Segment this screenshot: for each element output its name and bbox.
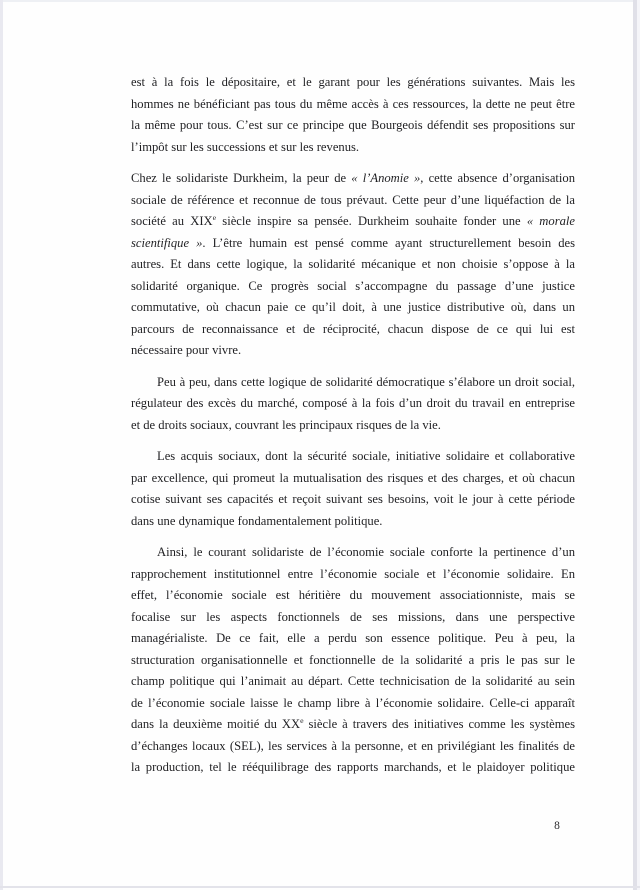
text-line	[131, 297, 575, 319]
text-line	[131, 607, 575, 629]
paragraph	[131, 542, 575, 779]
text-line	[131, 372, 575, 394]
text-run: managérialiste. De ce fait, elle a perdu son essence politique. Peu à peu, la	[131, 631, 575, 645]
text-run: e	[212, 212, 217, 222]
text-line	[131, 168, 575, 190]
text-run: de l’économie sociale laisse le champ libre à l’économie solidaire. Celle-ci apparaît	[131, 695, 575, 710]
text-run: Chez le solidariste Durkheim, la peur de	[131, 171, 352, 185]
text-line	[131, 736, 575, 758]
text-run: par excellence, qui promeut la mutualisation des risques et des charges, et où chacun	[131, 470, 575, 485]
text-line	[131, 542, 575, 564]
text-run: hommes ne bénéficiant pas tous du même accès à ces ressources, la dette ne peut être	[131, 96, 575, 111]
page-edge-bottom	[0, 886, 640, 888]
text-line	[131, 650, 575, 672]
text-run: parcours de reconnaissance et de réciprocité, chacun dispose de ce qui lui est	[131, 321, 575, 336]
text-line	[131, 319, 575, 341]
text-run: société au XIX	[131, 214, 213, 228]
text-run: structuration organisationnelle et fonctionnelle de la solidarité a pris le pas sur le	[131, 652, 575, 667]
text-run: siècle à travers des initiatives comme les systèmes	[303, 717, 575, 731]
text-line	[131, 72, 575, 94]
paragraph	[131, 168, 575, 362]
text-line	[131, 446, 575, 468]
page-number: 8	[554, 820, 560, 832]
text-run: sociale de référence et reconnue de tous prévaut. Cette peur d’une liquéfaction de la	[131, 192, 575, 207]
text-run: focalise sur les aspects fonctionnels de ses missions, dans une perspective	[131, 609, 575, 624]
text-line	[131, 233, 575, 255]
text-run: dans une dynamique fondamentalement politique.	[131, 513, 383, 528]
text-run: Les acquis sociaux, dont la sécurité sociale, initiative solidaire et collaborative	[157, 449, 575, 463]
text-run: champ politique qui l’animait au départ. Cette technicisation de la solidarité au sein	[131, 674, 575, 688]
paragraph	[131, 446, 575, 532]
text-line	[131, 211, 575, 233]
text-line	[131, 693, 575, 715]
text-run: dans la deuxième moitié du XX	[131, 717, 301, 731]
page-edge-left	[0, 0, 3, 890]
text-line	[131, 94, 575, 116]
document-body	[131, 72, 575, 779]
page-edge-top	[0, 0, 640, 2]
text-run: Ainsi, le courant solidariste de l’économie sociale conforte la pertinence d’un	[157, 545, 575, 559]
text-line	[131, 468, 575, 490]
text-run: solidarité organique. Ce progrès social s’accompagne du passage d’une justice	[131, 278, 575, 293]
text-run: Peu à peu, dans cette logique de solidarité démocratique s’élabore un droit social,	[157, 374, 575, 389]
text-run: nécessaire pour vivre.	[131, 343, 242, 357]
text-run: la même pour tous. C’est sur ce principe que Bourgeois défendit ses propositions sur	[131, 118, 575, 132]
text-line	[131, 393, 575, 415]
text-line	[131, 190, 575, 212]
text-line	[131, 628, 575, 650]
text-run: . L’être humain est pensé comme ayant structurellement besoin des	[202, 235, 575, 250]
text-line	[131, 137, 575, 159]
text-run: « l’Anomie »	[351, 171, 421, 185]
text-line	[131, 415, 575, 437]
text-line	[131, 115, 575, 137]
text-line	[131, 489, 575, 511]
text-line	[131, 564, 575, 586]
text-run: cotise suivant ses capacités et reçoit suivant ses besoins, voit le jour à cette période	[131, 492, 575, 506]
text-run: autres. Et dans cette logique, la solidarité mécanique et non choisie s’oppose à la	[131, 257, 575, 271]
text-line	[131, 254, 575, 276]
text-run: rapprochement institutionnel entre l’économie sociale et l’économie solidaire. En	[131, 566, 575, 581]
text-line	[131, 585, 575, 607]
text-run: scientifique »	[131, 235, 203, 250]
text-run: e	[300, 715, 304, 725]
text-run: régulateur des excès du marché, composé à la fois d’un droit du travail en entreprise	[131, 396, 575, 410]
text-line	[131, 276, 575, 298]
text-run: commutative, où chacun paie ce qu’il doit, à une justice distributive où, dans un	[131, 300, 575, 314]
text-run: l’impôt sur les successions et sur les revenus.	[131, 139, 360, 154]
text-line	[131, 511, 575, 533]
text-run: , cette absence d’organisation	[420, 171, 575, 185]
text-run: et de droits sociaux, couvrant les principaux risques de la vie.	[131, 417, 441, 432]
text-run: est à la fois le dépositaire, et le garant pour les générations suivantes. Mais les	[131, 75, 575, 89]
text-line	[131, 714, 575, 736]
text-run: « morale	[526, 214, 575, 228]
text-run: effet, l’économie sociale est héritière du mouvement associationniste, mais se	[131, 588, 575, 602]
text-line	[131, 340, 575, 362]
text-run: siècle inspire sa pensée. Durkheim souhaite fonder une	[216, 214, 527, 228]
paragraph	[131, 72, 575, 158]
text-run: d’échanges locaux (SEL), les services à la personne, et en privilégiant les finalités de	[131, 738, 575, 753]
text-line	[131, 671, 575, 693]
text-line	[131, 757, 575, 779]
paragraph	[131, 372, 575, 437]
text-run: la production, tel le rééquilibrage des rapports marchands, et le plaidoyer politique	[131, 760, 575, 774]
